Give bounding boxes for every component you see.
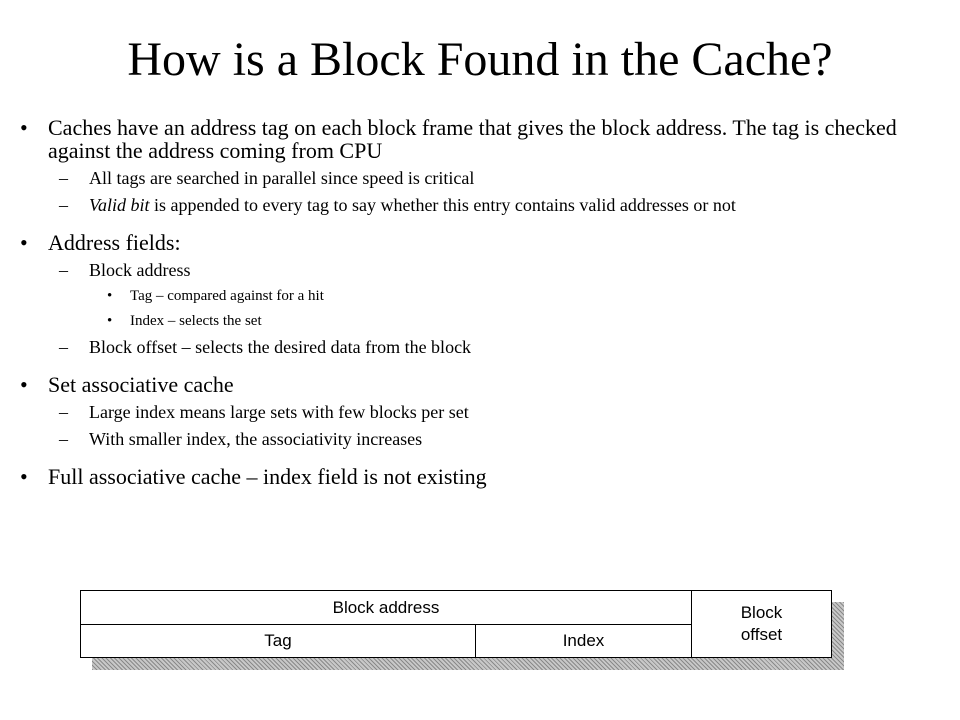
- bullet-text: Set associative cache: [48, 372, 234, 397]
- bullet-list: [20, 116, 935, 494]
- block-address-field: Block address: [81, 591, 692, 625]
- block-offset-line2: offset: [740, 625, 783, 644]
- sub-bullet-smaller-index: [20, 429, 935, 450]
- index-field: Index: [476, 625, 692, 657]
- sub-bullet-text: With smaller index, the associativity increases: [89, 429, 423, 449]
- bullet-icon: •: [20, 464, 28, 489]
- dash-icon: –: [59, 429, 68, 449]
- block-offset-field: [692, 591, 831, 657]
- tag-field: Tag: [81, 625, 476, 657]
- bullet-address-fields: [20, 231, 935, 254]
- bullet-tag-check: [20, 116, 935, 162]
- bullet-text: Address fields:: [48, 230, 181, 255]
- sub-bullet-parallel: [20, 168, 935, 189]
- valid-bit-term: Valid bit: [89, 195, 150, 215]
- dash-icon: –: [59, 337, 68, 357]
- slide-title: How is a Block Found in the Cache?: [127, 33, 833, 86]
- sub-bullet-text: Block address: [89, 260, 191, 280]
- sub-bullet-large-index: [20, 402, 935, 423]
- sub-sub-bullet-tag: [20, 287, 935, 306]
- bullet-text: Caches have an address tag on each block frame that gives the block address. The tag is checked against the address coming from CPU: [48, 115, 897, 163]
- bullet-full-associative: [20, 465, 935, 488]
- sub-bullet-text: is appended to every tag to say whether this entry contains valid addresses or not: [149, 195, 736, 215]
- bullet-text: Full associative cache – index field is not existing: [48, 464, 487, 489]
- bullet-icon: •: [20, 115, 28, 140]
- diagram-box: [80, 590, 832, 658]
- sub-bullet-text: Block offset – selects the desired data from the block: [89, 337, 472, 357]
- dash-icon: –: [59, 195, 68, 215]
- sub-bullet-valid-bit: [20, 195, 935, 216]
- address-fields-diagram: [80, 590, 832, 658]
- bullet-set-associative: [20, 373, 935, 396]
- dash-icon: –: [59, 168, 68, 188]
- bullet-icon: •: [20, 372, 28, 397]
- bullet-icon: •: [20, 230, 28, 255]
- block-offset-line1: Block: [740, 603, 783, 622]
- dash-icon: –: [59, 402, 68, 422]
- sub-bullet-block-offset: [20, 337, 935, 358]
- sub-sub-bullet-text: Index – selects the set: [130, 313, 262, 329]
- sub-bullet-text: All tags are searched in parallel since speed is critical: [89, 168, 475, 188]
- sub-sub-bullet-index: [20, 312, 935, 331]
- bullet-icon: •: [107, 313, 113, 329]
- dash-icon: –: [59, 260, 68, 280]
- sub-bullet-block-address: [20, 260, 935, 281]
- bullet-icon: •: [107, 288, 113, 304]
- sub-sub-bullet-text: Tag – compared against for a hit: [130, 288, 324, 304]
- sub-bullet-text: Large index means large sets with few blocks per set: [89, 402, 469, 422]
